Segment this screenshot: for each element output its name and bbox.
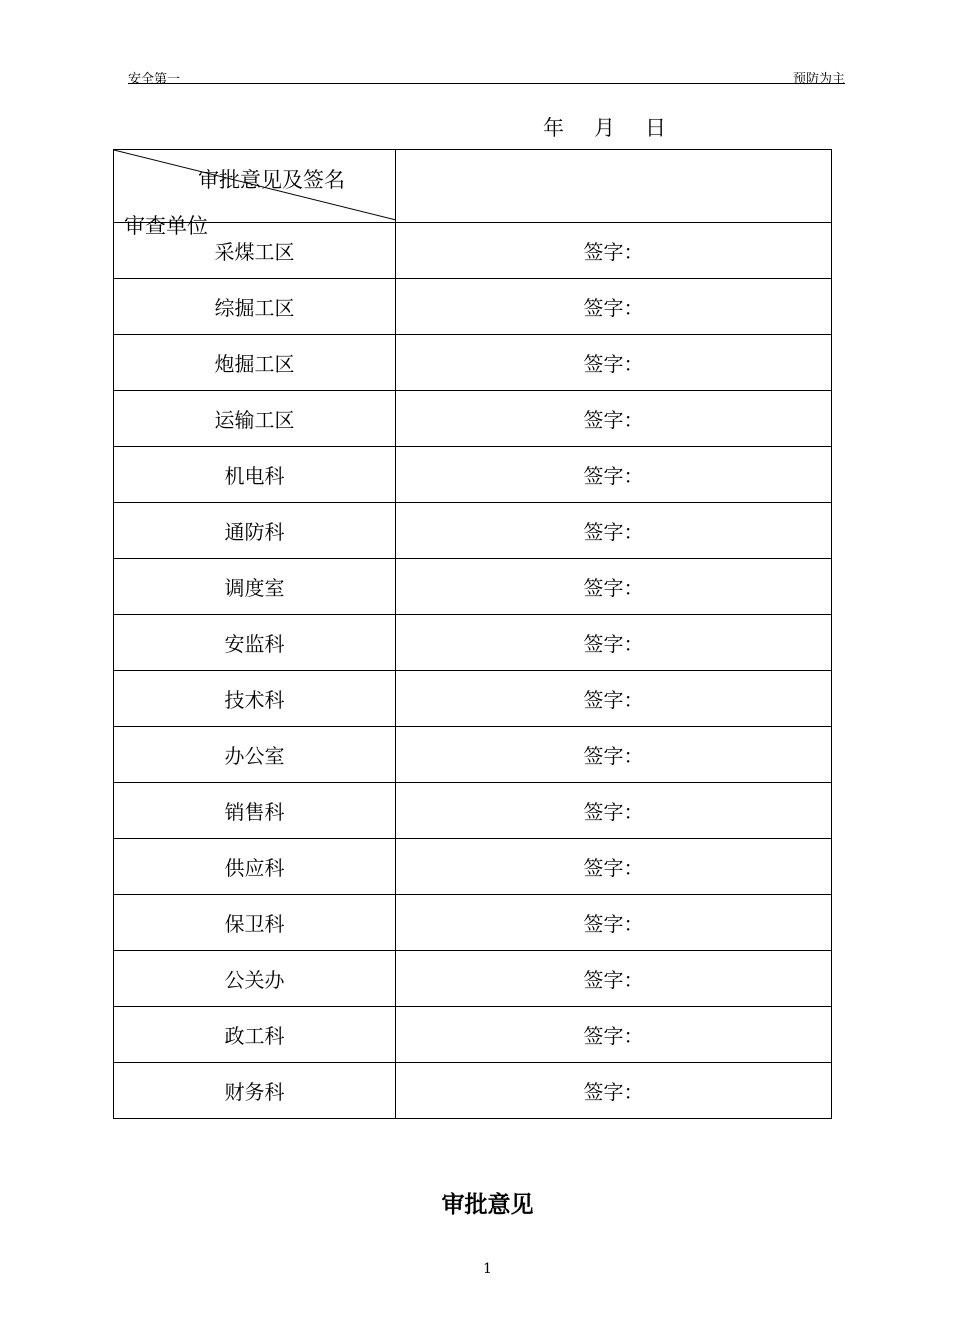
signature-cell[interactable]: 签字： [396, 951, 832, 1007]
signature-cell[interactable]: 签字： [396, 839, 832, 895]
table-header-row [114, 150, 832, 223]
table-row [114, 447, 832, 503]
header-right: 预防为主 [792, 72, 845, 87]
unit-cell: 技术科 [114, 671, 396, 727]
table-row [114, 1063, 832, 1119]
unit-cell: 机电科 [114, 447, 396, 503]
header-blank-cell[interactable] [396, 150, 832, 223]
table-row [114, 951, 832, 1007]
table-row [114, 727, 832, 783]
table-row [114, 671, 832, 727]
unit-cell: 政工科 [114, 1007, 396, 1063]
signature-cell[interactable]: 签字： [396, 223, 832, 279]
signature-cell[interactable]: 签字： [396, 615, 832, 671]
table-row [114, 391, 832, 447]
section-title: 审批意见 [441, 1191, 534, 1218]
date-line [543, 112, 666, 142]
review-table [113, 149, 832, 1119]
date-year: 年 [543, 116, 564, 140]
unit-cell: 调度室 [114, 559, 396, 615]
signature-cell[interactable]: 签字： [396, 1063, 832, 1119]
diagonal-header-cell [114, 150, 396, 238]
header-rule [128, 83, 845, 84]
unit-cell: 综掘工区 [114, 279, 396, 335]
signature-cell[interactable]: 签字： [396, 671, 832, 727]
unit-cell: 销售科 [114, 783, 396, 839]
page-number: 1 [483, 1261, 492, 1277]
header-left: 安全第一 [128, 72, 181, 87]
signature-cell[interactable]: 签字： [396, 447, 832, 503]
unit-cell: 安监科 [114, 615, 396, 671]
unit-cell: 采煤工区 [114, 223, 396, 279]
table-row [114, 335, 832, 391]
unit-cell: 办公室 [114, 727, 396, 783]
table-row [114, 615, 832, 671]
signature-cell[interactable]: 签字： [396, 279, 832, 335]
unit-cell: 运输工区 [114, 391, 396, 447]
date-month: 月 [594, 116, 615, 140]
signature-cell[interactable]: 签字： [396, 1007, 832, 1063]
signature-cell[interactable]: 签字： [396, 895, 832, 951]
table-row [114, 895, 832, 951]
table-row [114, 279, 832, 335]
table-row [114, 783, 832, 839]
signature-cell[interactable]: 签字： [396, 391, 832, 447]
table-row [114, 559, 832, 615]
signature-cell[interactable]: 签字： [396, 727, 832, 783]
unit-cell: 通防科 [114, 503, 396, 559]
unit-cell: 财务科 [114, 1063, 396, 1119]
unit-cell: 公关办 [114, 951, 396, 1007]
table-row [114, 223, 832, 279]
table-row [114, 839, 832, 895]
signature-cell[interactable]: 签字： [396, 503, 832, 559]
date-day: 日 [645, 116, 666, 140]
header-opinion-label: 审批意见及签名 [198, 168, 345, 192]
signature-cell[interactable]: 签字： [396, 559, 832, 615]
unit-cell: 保卫科 [114, 895, 396, 951]
signature-cell[interactable]: 签字： [396, 783, 832, 839]
signature-cell[interactable]: 签字： [396, 335, 832, 391]
table-row [114, 1007, 832, 1063]
unit-cell: 供应科 [114, 839, 396, 895]
unit-cell: 炮掘工区 [114, 335, 396, 391]
header-unit-label: 审查单位 [124, 214, 208, 238]
table-row [114, 503, 832, 559]
